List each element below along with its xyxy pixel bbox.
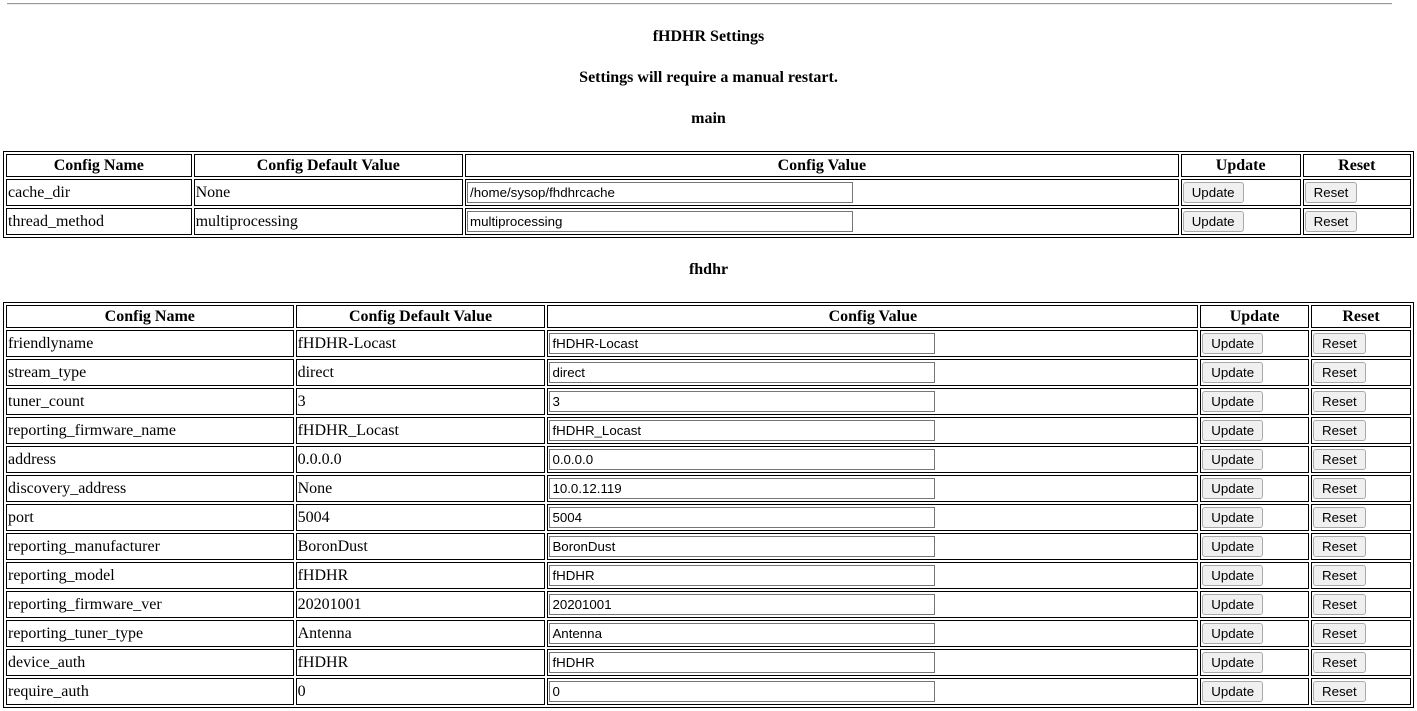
config-value-cell — [465, 208, 1179, 235]
config-name-cell: address — [6, 446, 294, 473]
config-default-cell: 3 — [296, 388, 546, 415]
table-row — [6, 504, 1411, 531]
reset-button[interactable]: Reset — [1313, 536, 1366, 557]
config-name-cell: discovery_address — [6, 475, 294, 502]
update-button[interactable]: Update — [1202, 507, 1263, 528]
table-row — [6, 388, 1411, 415]
reset-cell — [1311, 359, 1411, 386]
table-row — [6, 591, 1411, 618]
config-default-cell: None — [194, 179, 463, 206]
config-name-cell: reporting_manufacturer — [6, 533, 294, 560]
table-row — [6, 562, 1411, 589]
config-value-cell — [547, 620, 1198, 647]
table-row — [6, 417, 1411, 444]
config-value-input[interactable] — [549, 362, 935, 383]
reset-button[interactable]: Reset — [1313, 420, 1366, 441]
page-subtitle: Settings will require a manual restart. — [579, 69, 838, 86]
config-name-cell: thread_method — [6, 208, 192, 235]
update-cell — [1200, 417, 1309, 444]
reset-cell — [1311, 475, 1411, 502]
column-header-config-value: Config Value — [465, 154, 1179, 177]
config-default-cell: BoronDust — [296, 533, 546, 560]
reset-cell — [1311, 591, 1411, 618]
config-value-cell — [547, 475, 1198, 502]
config-value-input[interactable] — [549, 623, 935, 644]
column-header-update: Update — [1181, 154, 1301, 177]
update-button[interactable]: Update — [1183, 211, 1244, 232]
config-value-input[interactable] — [549, 391, 935, 412]
reset-cell — [1311, 562, 1411, 589]
update-button[interactable]: Update — [1202, 536, 1263, 557]
config-value-input[interactable] — [549, 652, 935, 673]
config-name-cell: port — [6, 504, 294, 531]
reset-button[interactable]: Reset — [1313, 507, 1366, 528]
config-name-cell: tuner_count — [6, 388, 294, 415]
page-title: fHDHR Settings — [652, 28, 765, 45]
reset-button[interactable]: Reset — [1305, 211, 1358, 232]
config-default-cell: multiprocessing — [194, 208, 463, 235]
update-cell — [1200, 620, 1309, 647]
config-default-cell: fHDHR-Locast — [296, 330, 546, 357]
config-default-cell: 0 — [296, 678, 546, 705]
reset-button[interactable]: Reset — [1313, 449, 1366, 470]
reset-cell — [1303, 208, 1411, 235]
config-value-cell — [547, 446, 1198, 473]
reset-button[interactable]: Reset — [1313, 652, 1366, 673]
reset-button[interactable]: Reset — [1313, 594, 1366, 615]
table-row — [6, 330, 1411, 357]
config-default-cell: direct — [296, 359, 546, 386]
config-value-input[interactable] — [467, 182, 853, 203]
config-value-input[interactable] — [549, 507, 935, 528]
config-value-input[interactable] — [549, 449, 935, 470]
config-value-input[interactable] — [549, 681, 935, 702]
config-value-cell — [547, 504, 1198, 531]
reset-button[interactable]: Reset — [1313, 478, 1366, 499]
config-table-fhdhr — [3, 302, 1414, 708]
table-row — [6, 649, 1411, 676]
config-value-cell — [547, 562, 1198, 589]
reset-button[interactable]: Reset — [1313, 362, 1366, 383]
config-name-cell: reporting_firmware_ver — [6, 591, 294, 618]
reset-cell — [1311, 620, 1411, 647]
config-table-main — [3, 151, 1414, 238]
config-value-cell — [547, 533, 1198, 560]
update-button[interactable]: Update — [1202, 449, 1263, 470]
update-cell — [1200, 504, 1309, 531]
update-cell — [1200, 649, 1309, 676]
reset-cell — [1311, 533, 1411, 560]
config-value-cell — [547, 649, 1198, 676]
reset-button[interactable]: Reset — [1313, 333, 1366, 354]
table-row — [6, 446, 1411, 473]
top-divider — [7, 3, 1392, 5]
update-cell — [1200, 591, 1309, 618]
reset-button[interactable]: Reset — [1313, 623, 1366, 644]
update-cell — [1200, 446, 1309, 473]
config-default-cell: None — [296, 475, 546, 502]
update-button[interactable]: Update — [1202, 391, 1263, 412]
config-value-input[interactable] — [549, 420, 935, 441]
config-value-cell — [547, 359, 1198, 386]
reset-cell — [1311, 330, 1411, 357]
update-button[interactable]: Update — [1202, 652, 1263, 673]
column-header-update: Update — [1200, 305, 1309, 328]
reset-button[interactable]: Reset — [1305, 182, 1358, 203]
update-button[interactable]: Update — [1202, 478, 1263, 499]
config-value-input[interactable] — [549, 536, 935, 557]
update-cell — [1200, 359, 1309, 386]
update-cell — [1200, 330, 1309, 357]
header-row — [6, 154, 1411, 177]
reset-button[interactable]: Reset — [1313, 681, 1366, 702]
update-button[interactable]: Update — [1202, 420, 1263, 441]
column-header-reset: Reset — [1311, 305, 1411, 328]
table-row — [6, 533, 1411, 560]
config-name-cell: reporting_tuner_type — [6, 620, 294, 647]
config-default-cell: fHDHR — [296, 562, 546, 589]
config-name-cell: reporting_firmware_name — [6, 417, 294, 444]
update-button[interactable]: Update — [1202, 681, 1263, 702]
config-value-cell — [547, 330, 1198, 357]
section-heading-fhdhr: fhdhr — [688, 261, 729, 278]
config-name-cell: reporting_model — [6, 562, 294, 589]
section-heading-main: main — [691, 110, 726, 127]
update-button[interactable]: Update — [1202, 333, 1263, 354]
table-row — [6, 475, 1411, 502]
config-value-input[interactable] — [549, 565, 935, 586]
config-default-cell: Antenna — [296, 620, 546, 647]
config-name-cell: require_auth — [6, 678, 294, 705]
settings-sections — [3, 110, 1414, 708]
config-value-input[interactable] — [549, 478, 935, 499]
config-value-cell — [547, 417, 1198, 444]
config-name-cell: stream_type — [6, 359, 294, 386]
update-cell — [1181, 208, 1301, 235]
config-name-cell: friendlyname — [6, 330, 294, 357]
config-value-cell — [547, 388, 1198, 415]
column-header-config-name: Config Name — [6, 154, 192, 177]
reset-button[interactable]: Reset — [1313, 391, 1366, 412]
table-row — [6, 678, 1411, 705]
column-header-reset: Reset — [1303, 154, 1411, 177]
reset-cell — [1311, 678, 1411, 705]
config-value-cell — [465, 179, 1179, 206]
reset-cell — [1311, 649, 1411, 676]
update-button[interactable]: Update — [1202, 623, 1263, 644]
config-default-cell: 0.0.0.0 — [296, 446, 546, 473]
config-value-cell — [547, 678, 1198, 705]
update-cell — [1200, 562, 1309, 589]
update-button[interactable]: Update — [1202, 594, 1263, 615]
reset-cell — [1311, 446, 1411, 473]
update-cell — [1181, 179, 1301, 206]
reset-cell — [1311, 417, 1411, 444]
config-default-cell: fHDHR — [296, 649, 546, 676]
update-cell — [1200, 533, 1309, 560]
update-cell — [1200, 475, 1309, 502]
config-default-cell: 20201001 — [296, 591, 546, 618]
reset-cell — [1311, 388, 1411, 415]
update-button[interactable]: Update — [1183, 182, 1244, 203]
column-header-config-default-value: Config Default Value — [296, 305, 546, 328]
header-row — [6, 305, 1411, 328]
config-name-cell: device_auth — [6, 649, 294, 676]
column-header-config-value: Config Value — [547, 305, 1198, 328]
config-value-input[interactable] — [467, 211, 853, 232]
config-value-input[interactable] — [549, 333, 935, 354]
config-value-cell — [547, 591, 1198, 618]
update-cell — [1200, 388, 1309, 415]
config-value-input[interactable] — [549, 594, 935, 615]
update-cell — [1200, 678, 1309, 705]
config-default-cell: fHDHR_Locast — [296, 417, 546, 444]
config-name-cell: cache_dir — [6, 179, 192, 206]
table-row — [6, 179, 1411, 206]
table-row — [6, 359, 1411, 386]
column-header-config-name: Config Name — [6, 305, 294, 328]
config-default-cell: 5004 — [296, 504, 546, 531]
update-button[interactable]: Update — [1202, 565, 1263, 586]
update-button[interactable]: Update — [1202, 362, 1263, 383]
reset-cell — [1303, 179, 1411, 206]
reset-button[interactable]: Reset — [1313, 565, 1366, 586]
table-row — [6, 208, 1411, 235]
table-row — [6, 620, 1411, 647]
reset-cell — [1311, 504, 1411, 531]
column-header-config-default-value: Config Default Value — [194, 154, 463, 177]
